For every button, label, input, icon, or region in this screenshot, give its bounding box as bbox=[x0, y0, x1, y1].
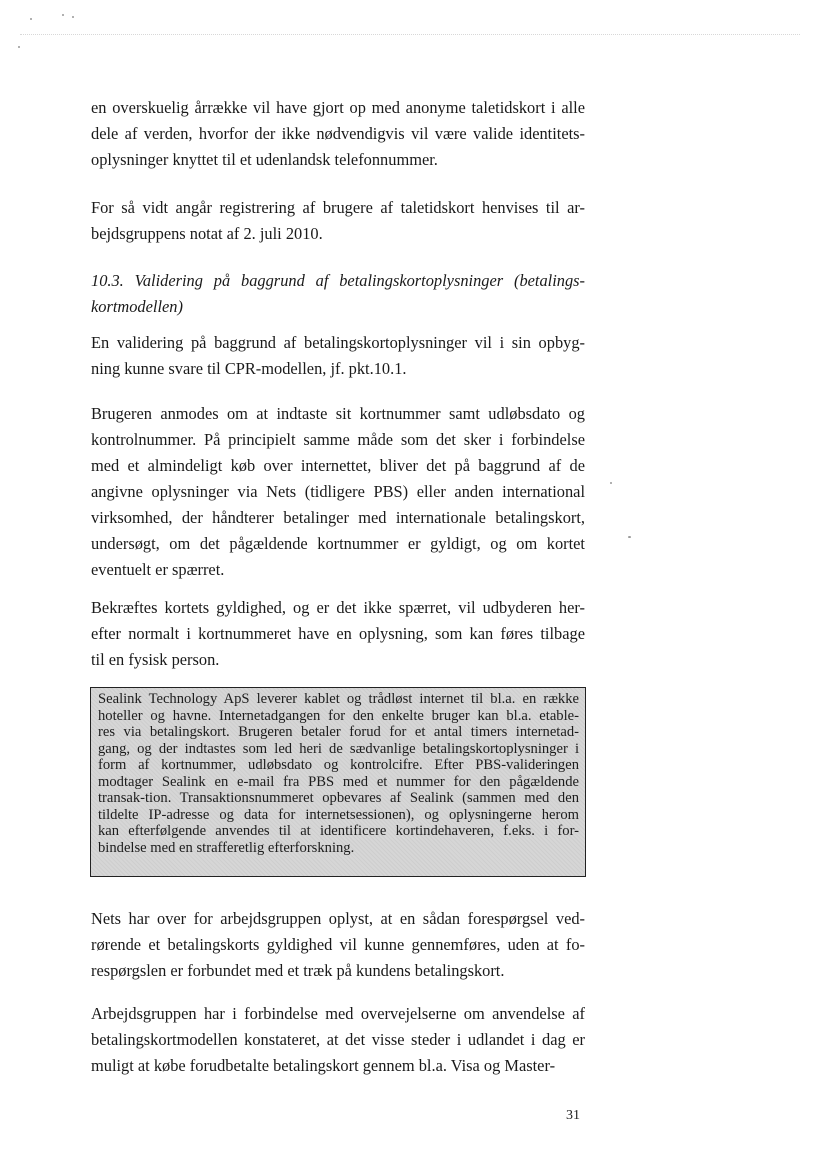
page-number: 31 bbox=[566, 1108, 580, 1123]
box-text-line: gang, og der indtastes som led heri de sædvanlige betalingskortoplysninger i bbox=[98, 740, 579, 757]
section-heading-10-3 bbox=[91, 268, 585, 320]
text-line: oplysninger knyttet til et udenlandsk telefonnummer. bbox=[91, 150, 438, 169]
text-line: Bekræftes kortets gyldighed, og er det ikke spærret, vil udbyderen her- bbox=[91, 598, 585, 617]
text-line: med et almindeligt køb over internettet, bliver det på baggrund af de bbox=[91, 456, 585, 475]
text-line: ning kunne svare til CPR-modellen, jf. pkt.10.1. bbox=[91, 359, 407, 378]
box-text-line: tildelte IP-adresse og data for internetsessionen), og oplysningerne herom bbox=[98, 806, 579, 823]
text-line: kortmodellen) bbox=[91, 297, 183, 316]
text-line: 10.3. Validering på baggrund af betalingskortoplysninger (betalings- bbox=[91, 271, 585, 290]
paragraph-nets-inquiry bbox=[91, 906, 585, 984]
scan-speck bbox=[72, 16, 74, 18]
text-line: rørende et betalingskorts gyldighed vil kunne gennemføres, uden at fo- bbox=[91, 935, 585, 954]
paragraph-card-confirmation bbox=[91, 595, 585, 673]
paragraph-prepaid-cards bbox=[91, 1001, 585, 1079]
text-line: Arbejdsgruppen har i forbindelse med overvejelserne om anvendelse af bbox=[91, 1004, 585, 1023]
paragraph-registration bbox=[91, 195, 585, 247]
text-line: undersøgt, om det pågældende kortnummer er gyldigt, og om kortet bbox=[91, 534, 585, 553]
text-line: For så vidt angår registrering af brugere af taletidskort henvises til ar- bbox=[91, 198, 585, 217]
box-text-line: kan efterfølgende anvendes til at identificere kortindehaveren, f.eks. i for- bbox=[98, 823, 579, 839]
box-text-line: Sealink Technology ApS leverer kablet og trådløst internet til bl.a. en række bbox=[98, 691, 579, 707]
scan-speck bbox=[610, 482, 612, 484]
text-line: eventuelt er spærret. bbox=[91, 560, 225, 579]
text-line: en overskuelig årrække vil have gjort op med anonyme taletidskort i alle bbox=[91, 98, 585, 117]
text-line: efter normalt i kortnummeret have en oplysning, som kan føres tilbage bbox=[91, 624, 585, 643]
paragraph-cpr-model bbox=[91, 330, 585, 382]
text-line: bejdsgruppens notat af 2. juli 2010. bbox=[91, 224, 323, 243]
paragraph-card-validation bbox=[91, 401, 585, 583]
text-line: Nets har over for arbejdsgruppen oplyst, at en sådan forespørgsel ved- bbox=[91, 909, 585, 928]
box-text-line: modtager Sealink en e-mail fra PBS med et nummer for den pågældende bbox=[98, 773, 579, 790]
text-line: muligt at købe forudbetalte betalingskort gennem bl.a. Visa og Master- bbox=[91, 1056, 556, 1075]
box-text-line: res via betalingskort. Brugeren betaler forud for et antal timers internetad- bbox=[98, 724, 579, 740]
text-line: Brugeren anmodes om at indtaste sit kortnummer samt udløbsdato og bbox=[91, 404, 585, 423]
scan-speck bbox=[62, 14, 64, 16]
text-line: angivne oplysninger via Nets (tidligere PBS) eller anden international bbox=[91, 482, 585, 501]
text-line: kontrolnummer. På principielt samme måde som det sker i forbindelse bbox=[91, 430, 585, 449]
box-text-line: transak-tion. Transaktionsnummeret opbevares af Sealink (sammen med den bbox=[98, 790, 579, 806]
text-line: respørgslen er forbundet med et træk på kundens betalingskort. bbox=[91, 961, 505, 980]
sealink-example-box bbox=[90, 687, 586, 877]
scan-speck bbox=[628, 536, 631, 538]
scan-artifact-line bbox=[20, 34, 800, 35]
box-text-line: bindelse med en strafferetlig efterforskning. bbox=[98, 839, 355, 856]
paragraph-anonymous-cards bbox=[91, 95, 585, 173]
text-line: betalingskortmodellen konstateret, at det visse steder i udlandet i dag er bbox=[91, 1030, 585, 1049]
text-line: virksomhed, der håndterer betalinger med internationale betalingskort, bbox=[91, 508, 585, 527]
text-line: til en fysisk person. bbox=[91, 650, 220, 669]
scan-speck bbox=[18, 46, 20, 48]
scan-speck bbox=[30, 18, 32, 20]
text-line: En validering på baggrund af betalingskortoplysninger vil i sin opbyg- bbox=[91, 333, 585, 352]
text-line: dele af verden, hvorfor der ikke nødvendigvis vil være valide identitets- bbox=[91, 124, 585, 143]
box-text-line: form af kortnummer, udløbsdato og kontrolcifre. Efter PBS-valideringen bbox=[98, 757, 579, 773]
box-text-line: hoteller og havne. Internetadgangen for den enkelte bruger kan bl.a. etable- bbox=[98, 707, 579, 724]
